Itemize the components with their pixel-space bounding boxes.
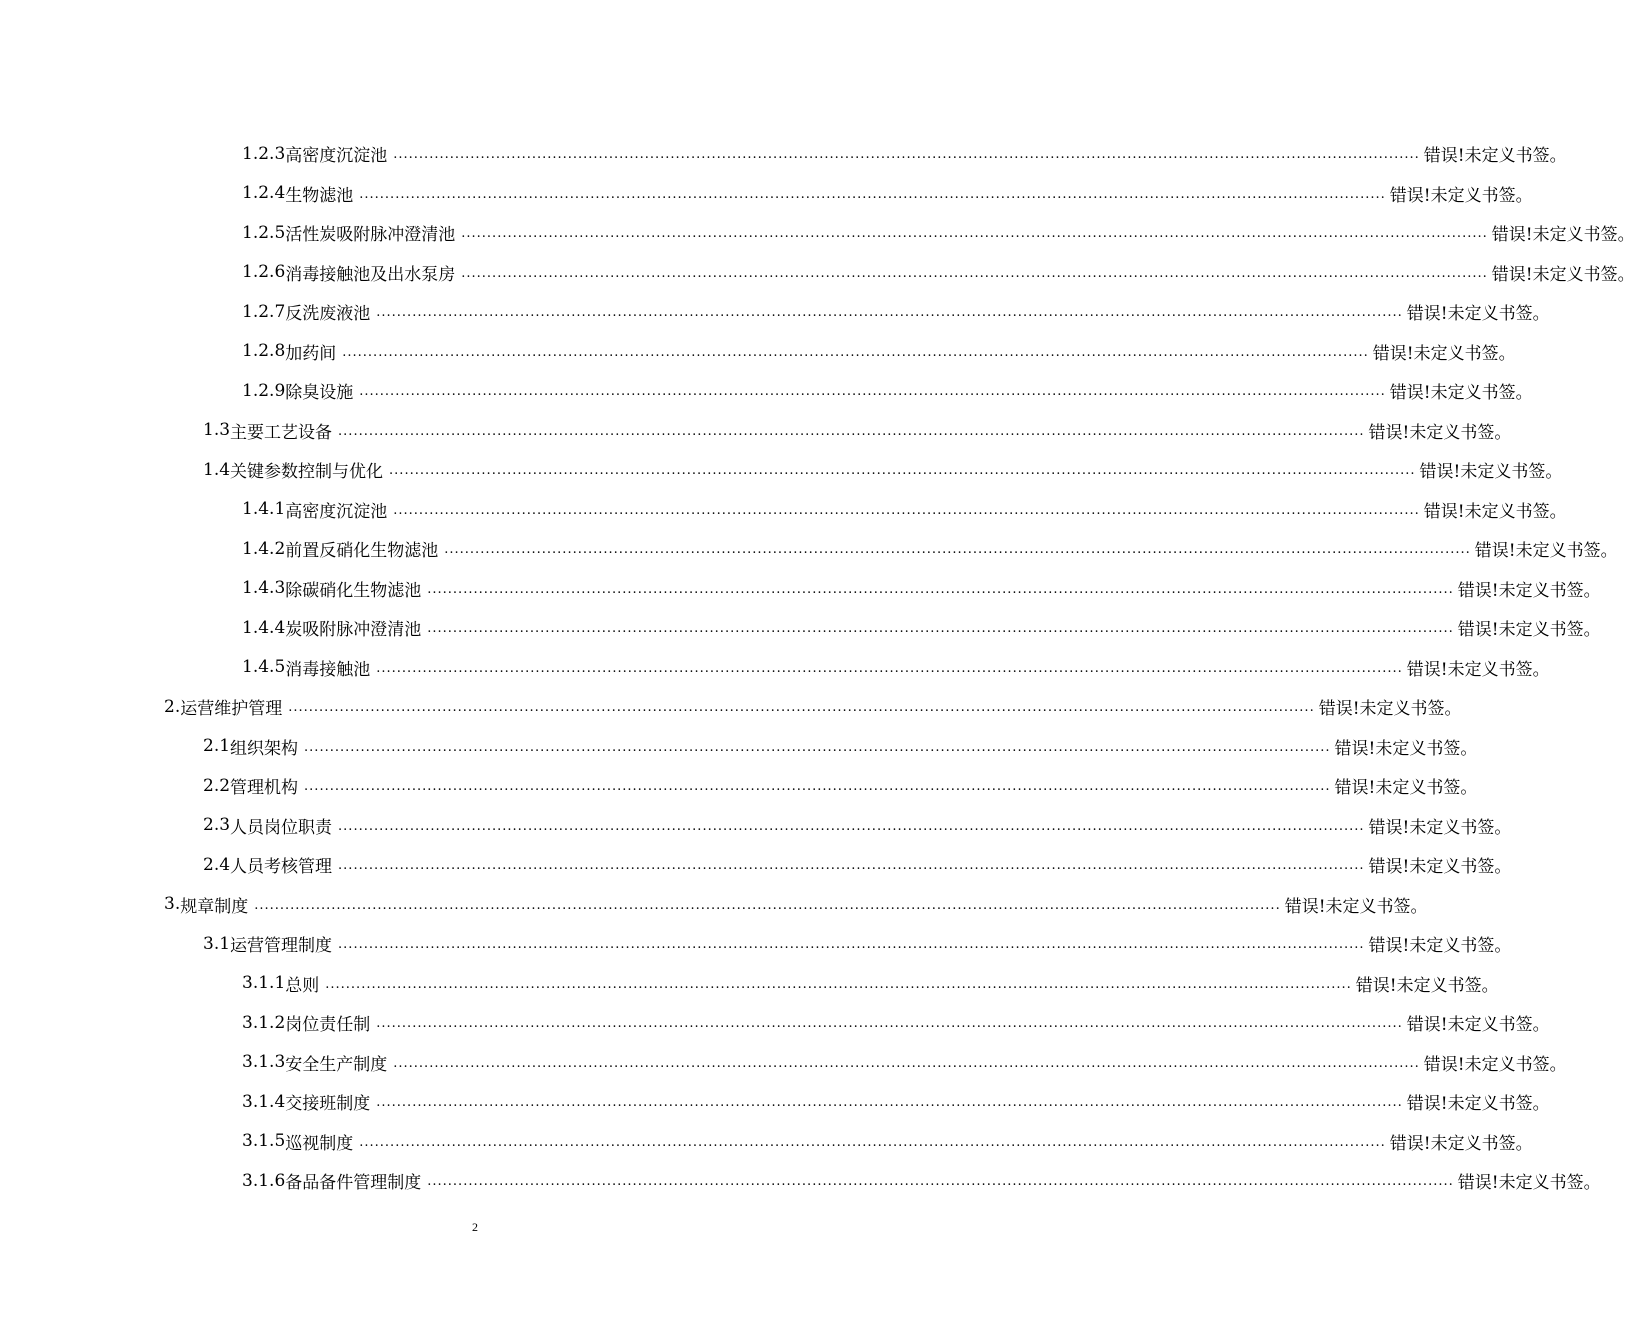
toc-entry-page-ref: 错误!未定义书签。: [1406, 659, 1550, 680]
toc-dot-leader: ........................................................................................................................................................................................................: [288, 700, 1315, 716]
toc-entry-page-ref: 错误!未定义书签。: [1406, 1094, 1550, 1115]
toc-dot-leader: ........................................................................................................................................................................................................: [461, 265, 1488, 281]
toc-entry-number: 1.4.2: [242, 538, 286, 559]
toc-entry-page-ref: 错误!未定义书签。: [1406, 1015, 1550, 1036]
toc-dot-leader: ........................................................................................................................................................................................................: [304, 739, 1331, 755]
toc-entry-number: 1.2.7: [242, 301, 286, 322]
toc-dot-leader: ........................................................................................................................................................................................................: [427, 1174, 1454, 1190]
toc-entry-title: 总则: [285, 975, 320, 996]
toc-entry-title: 管理机构: [230, 778, 299, 799]
toc-entry[interactable]: [0, 292, 1550, 332]
toc-entry-page-ref: 错误!未定义书签。: [1457, 620, 1601, 641]
toc-dot-leader: ........................................................................................................................................................................................................: [338, 423, 1365, 439]
toc-entry-title: 岗位责任制: [285, 1015, 371, 1036]
toc-entry-page-ref: 错误!未定义书签。: [1389, 1133, 1533, 1154]
toc-entry-number: 3.: [164, 894, 181, 915]
toc-entry-title: 炭吸附脉冲澄清池: [285, 620, 422, 641]
toc-dot-leader: ........................................................................................................................................................................................................: [376, 660, 1403, 676]
toc-entry-number: 1.2.4: [242, 183, 286, 204]
toc-entry-page-ref: 错误!未定义书签。: [1368, 817, 1512, 838]
toc-entry-page-ref: 错误!未定义书签。: [1406, 304, 1550, 325]
toc-entry-page-ref: 错误!未定义书签。: [1368, 857, 1512, 878]
toc-entry-title: 运营管理制度: [230, 936, 333, 957]
toc-entry[interactable]: [0, 569, 1601, 609]
toc-entry-page-ref: 错误!未定义书签。: [1372, 343, 1516, 364]
toc-entry[interactable]: [0, 964, 1499, 1004]
toc-entry-number: 3.1.1: [242, 973, 286, 994]
toc-entry[interactable]: [0, 332, 1516, 372]
toc-entry-number: 3.1.6: [242, 1170, 286, 1191]
toc-entry-title: 安全生产制度: [285, 1054, 388, 1075]
toc-entry-number: 3.1.3: [242, 1052, 286, 1073]
toc-dot-leader: ........................................................................................................................................................................................................: [254, 897, 1281, 913]
toc-entry-title: 加药间: [285, 343, 337, 364]
toc-entry-number: 1.2.6: [242, 262, 286, 283]
toc-entry-title: 除碳硝化生物滤池: [285, 580, 422, 601]
toc-dot-leader: ........................................................................................................................................................................................................: [389, 463, 1416, 479]
toc-dot-leader: ........................................................................................................................................................................................................: [304, 779, 1331, 795]
toc-entry-title: 除臭设施: [285, 383, 354, 404]
toc-entry[interactable]: [0, 687, 1462, 727]
toc-entry-title: 高密度沉淀池: [285, 146, 388, 167]
toc-entry-title: 交接班制度: [285, 1094, 371, 1115]
toc-entry-number: 2.4: [203, 854, 231, 875]
toc-entry[interactable]: [0, 648, 1550, 688]
toc-dot-leader: ........................................................................................................................................................................................................: [393, 147, 1420, 163]
toc-entry[interactable]: [0, 134, 1567, 174]
toc-entry-title: 人员考核管理: [230, 857, 333, 878]
toc-entry[interactable]: [0, 885, 1428, 925]
toc-entry[interactable]: [0, 529, 1618, 569]
toc-entry-number: 1.4.3: [242, 578, 286, 599]
toc-entry-page-ref: 错误!未定义书签。: [1334, 738, 1478, 759]
toc-entry-page-ref: 错误!未定义书签。: [1368, 422, 1512, 443]
toc-entry-page-ref: 错误!未定义书签。: [1474, 541, 1618, 562]
toc-entry-number: 1.4.5: [242, 657, 286, 678]
toc-entry-number: 2.: [164, 696, 181, 717]
toc-dot-leader: ........................................................................................................................................................................................................: [461, 226, 1488, 242]
table-of-contents: [0, 134, 1635, 1201]
toc-entry-title: 人员岗位职责: [230, 817, 333, 838]
toc-entry-title: 活性炭吸附脉冲澄清池: [285, 225, 456, 246]
toc-entry[interactable]: [0, 253, 1635, 293]
toc-entry-page-ref: 错误!未定义书签。: [1491, 264, 1635, 285]
toc-entry-page-ref: 错误!未定义书签。: [1457, 1173, 1601, 1194]
toc-entry-page-ref: 错误!未定义书签。: [1419, 462, 1563, 483]
toc-entry-page-ref: 错误!未定义书签。: [1389, 185, 1533, 206]
toc-entry-title: 关键参数控制与优化: [230, 462, 384, 483]
toc-dot-leader: ........................................................................................................................................................................................................: [444, 542, 1471, 558]
toc-dot-leader: ........................................................................................................................................................................................................: [393, 502, 1420, 518]
toc-entry-page-ref: 错误!未定义书签。: [1334, 778, 1478, 799]
toc-entry-title: 前置反硝化生物滤池: [285, 541, 439, 562]
toc-entry-number: 2.3: [203, 815, 231, 836]
toc-dot-leader: ........................................................................................................................................................................................................: [338, 858, 1365, 874]
toc-dot-leader: ........................................................................................................................................................................................................: [427, 581, 1454, 597]
page-number: 2: [472, 1220, 478, 1234]
toc-entry-page-ref: 错误!未定义书签。: [1318, 699, 1462, 720]
toc-entry-number: 1.2.5: [242, 222, 286, 243]
toc-dot-leader: ........................................................................................................................................................................................................: [393, 1055, 1420, 1071]
toc-entry-number: 2.1: [203, 736, 231, 757]
toc-entry[interactable]: [0, 766, 1478, 806]
toc-entry[interactable]: [0, 806, 1512, 846]
toc-entry-page-ref: 错误!未定义书签。: [1491, 225, 1635, 246]
toc-dot-leader: ........................................................................................................................................................................................................: [338, 937, 1365, 953]
toc-entry-title: 生物滤池: [285, 185, 354, 206]
toc-dot-leader: ........................................................................................................................................................................................................: [359, 1134, 1386, 1150]
toc-entry[interactable]: [0, 490, 1567, 530]
toc-entry-number: 3.1.4: [242, 1091, 286, 1112]
toc-entry-page-ref: 错误!未定义书签。: [1368, 936, 1512, 957]
toc-entry[interactable]: [0, 371, 1533, 411]
toc-entry-page-ref: 错误!未定义书签。: [1284, 896, 1428, 917]
toc-entry-number: 3.1: [203, 933, 231, 954]
toc-entry-page-ref: 错误!未定义书签。: [1423, 1054, 1567, 1075]
toc-entry-page-ref: 错误!未定义书签。: [1423, 501, 1567, 522]
toc-entry[interactable]: [0, 845, 1512, 885]
toc-dot-leader: ........................................................................................................................................................................................................: [376, 305, 1403, 321]
toc-entry-page-ref: 错误!未定义书签。: [1457, 580, 1601, 601]
toc-entry-title: 消毒接触池: [285, 659, 371, 680]
toc-entry-number: 1.4: [203, 459, 231, 480]
toc-dot-leader: ........................................................................................................................................................................................................: [338, 818, 1365, 834]
toc-entry-number: 1.3: [203, 420, 231, 441]
toc-entry-number: 1.4.1: [242, 499, 286, 520]
toc-entry-title: 备品备件管理制度: [285, 1173, 422, 1194]
toc-entry[interactable]: [0, 411, 1512, 451]
toc-entry-title: 反洗废液池: [285, 304, 371, 325]
toc-entry-title: 消毒接触池及出水泵房: [285, 264, 456, 285]
toc-entry-title: 巡视制度: [285, 1133, 354, 1154]
toc-entry[interactable]: [0, 1122, 1533, 1162]
toc-entry-page-ref: 错误!未定义书签。: [1355, 975, 1499, 996]
toc-entry[interactable]: [0, 1003, 1550, 1043]
toc-entry[interactable]: [0, 924, 1512, 964]
toc-entry-number: 2.2: [203, 775, 231, 796]
toc-entry[interactable]: [0, 1161, 1601, 1201]
toc-dot-leader: ........................................................................................................................................................................................................: [342, 344, 1369, 360]
toc-entry-number: 3.1.5: [242, 1131, 286, 1152]
toc-entry-number: 1.4.4: [242, 617, 286, 638]
toc-entry-title: 高密度沉淀池: [285, 501, 388, 522]
toc-entry[interactable]: [0, 174, 1533, 214]
toc-entry-title: 运营维护管理: [180, 699, 283, 720]
toc-entry-page-ref: 错误!未定义书签。: [1423, 146, 1567, 167]
toc-entry-title: 主要工艺设备: [230, 422, 333, 443]
toc-entry[interactable]: [0, 1043, 1567, 1083]
toc-entry-number: 1.2.3: [242, 143, 286, 164]
toc-entry-title: 组织架构: [230, 738, 299, 759]
toc-entry-number: 1.2.9: [242, 380, 286, 401]
toc-dot-leader: ........................................................................................................................................................................................................: [376, 1095, 1403, 1111]
toc-dot-leader: ........................................................................................................................................................................................................: [359, 186, 1386, 202]
toc-entry[interactable]: [0, 1082, 1550, 1122]
toc-entry-title: 规章制度: [180, 896, 249, 917]
toc-entry[interactable]: [0, 608, 1601, 648]
toc-dot-leader: ........................................................................................................................................................................................................: [359, 384, 1386, 400]
toc-entry-page-ref: 错误!未定义书签。: [1389, 383, 1533, 404]
toc-entry[interactable]: [0, 213, 1635, 253]
toc-entry[interactable]: [0, 727, 1478, 767]
toc-entry[interactable]: [0, 450, 1563, 490]
toc-dot-leader: ........................................................................................................................................................................................................: [376, 1016, 1403, 1032]
toc-dot-leader: ........................................................................................................................................................................................................: [427, 621, 1454, 637]
toc-entry-number: 1.2.8: [242, 341, 286, 362]
toc-dot-leader: ........................................................................................................................................................................................................: [325, 976, 1352, 992]
toc-entry-number: 3.1.2: [242, 1012, 286, 1033]
